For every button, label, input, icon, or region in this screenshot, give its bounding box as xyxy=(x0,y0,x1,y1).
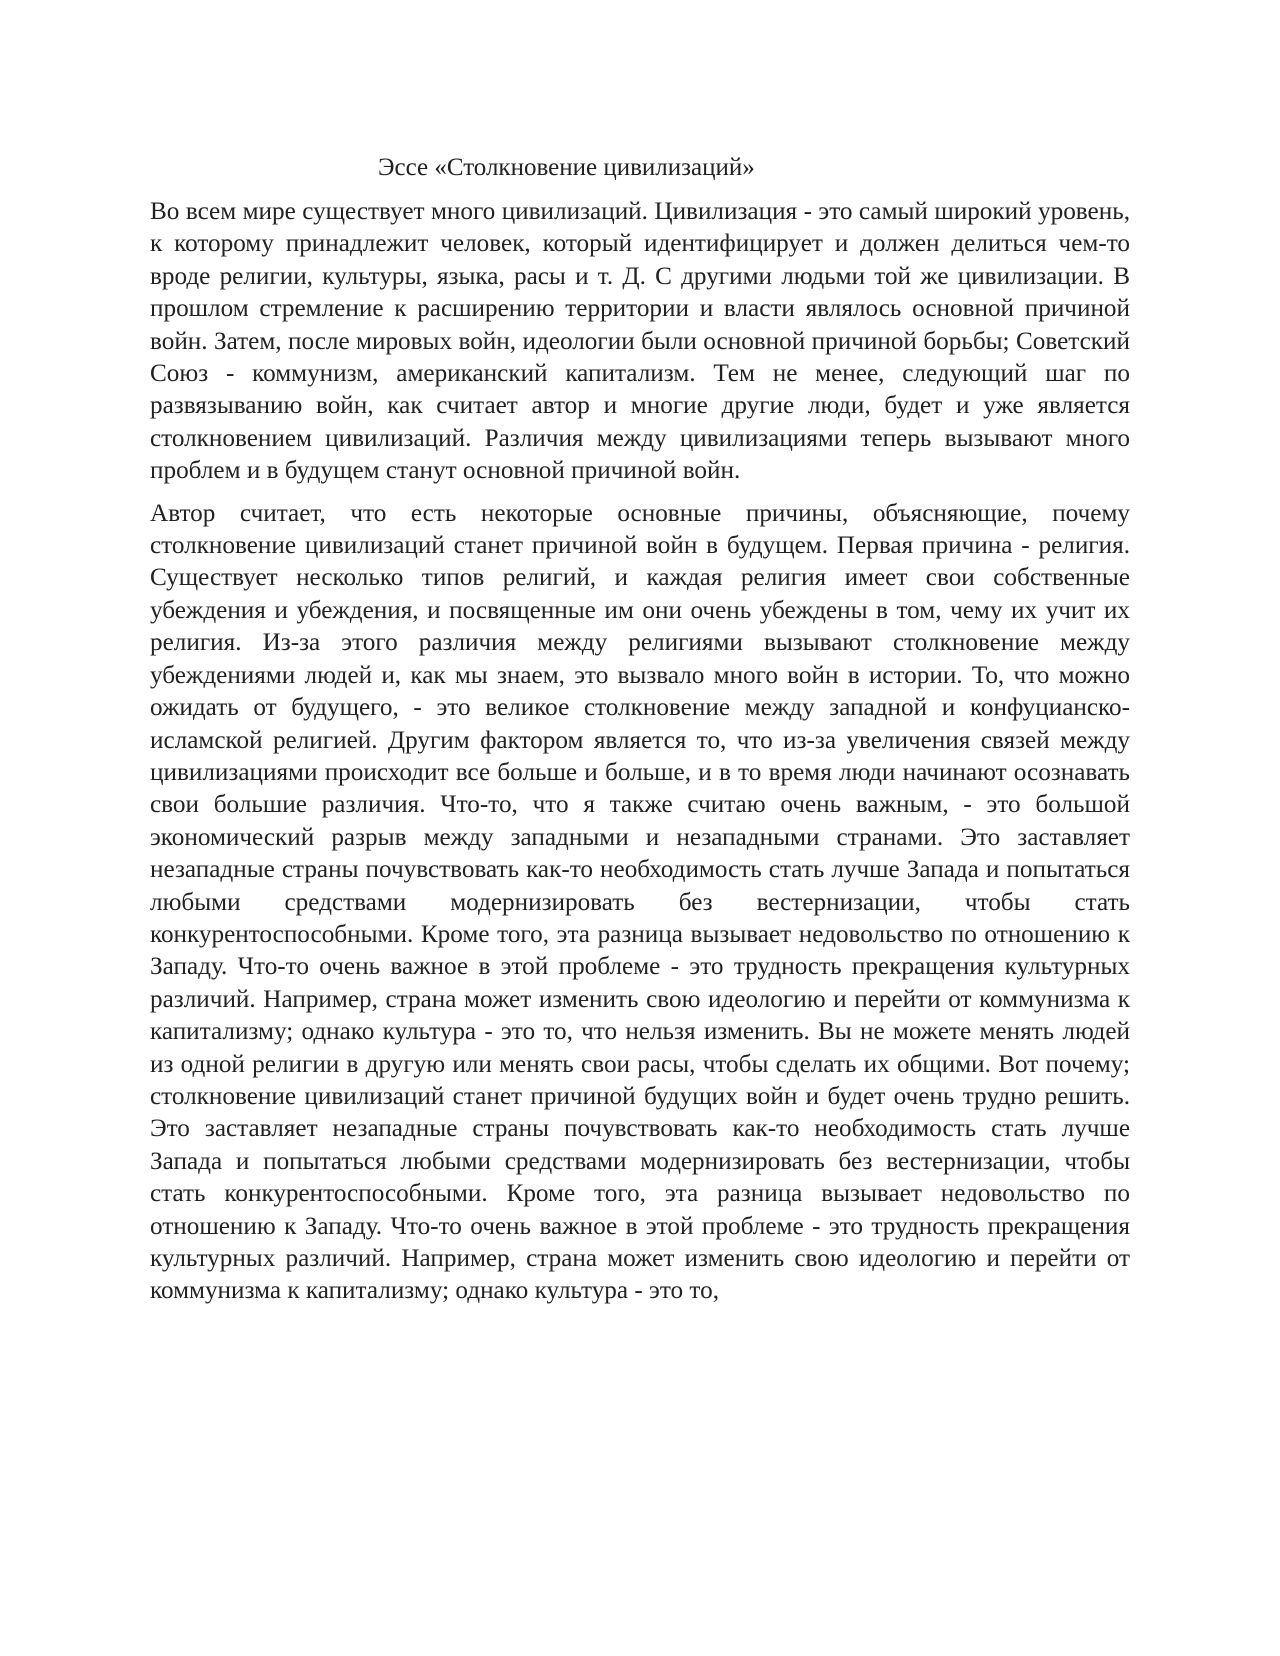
paragraph-2: Автор считает, что есть некоторые основные причины, объясняющие, почему столкновение цивилизаций станет причиной войн в будущем. Первая причина - религия. Существует несколько типов религий, и каждая религия имеет свои собственные убеждения и убеждения, и посвященные им они очень убеждены в том, чему их учит их религия. Из-за этого различия между религиями вызывают столкновение между убеждениями людей и, как мы знаем, это вызвало много войн в истории. То, что можно ожидать от будущего, - это великое столкновение между западной и конфуцианско-исламской религией. Другим фактором является то, что из-за увеличения связей между цивилизациями происходит все больше и больше, и в то время люди начинают осознавать свои большие различия. Что-то, что я также считаю очень важным, - это большой экономический разрыв между западными и незападными странами. Это заставляет незападные страны почувствовать как-то необходимость стать лучше Запада и попытаться любыми средствами модернизировать без вестернизации, чтобы стать конкурентоспособными. Кроме того, эта разница вызывает недовольство по отношению к Западу. Что-то очень важное в этой проблеме - это трудность прекращения культурных различий. Например, страна может изменить свою идеологию и перейти от коммунизма к капитализму; однако культура - это то, что нельзя изменить. Вы не можете менять людей из одной религии в другую или менять свои расы, чтобы сделать их общими. Вот почему; столкновение цивилизаций станет причиной будущих войн и будет очень трудно решить. Это заставляет незападные страны почувствовать как-то необходимость стать лучше Запада и попытаться любыми средствами модернизировать без вестернизации, чтобы стать конкурентоспособными. Кроме того, эта разница вызывает недовольство по отношению к Западу. Что-то очень важное в этой проблеме - это трудность прекращения культурных различий. Например, страна может изменить свою идеологию и перейти от коммунизма к капитализму; однако культура - это то, xyxy=(150,499,1130,1305)
document-body xyxy=(150,148,1130,1318)
essay-title: Эссе «Столкновение цивилизаций» xyxy=(378,154,755,181)
paragraph-1: Во всем мире существует много цивилизаций. Цивилизация - это самый широкий уровень, к которому принадлежит человек, который идентифицирует и должен делиться чем-то вроде религии, культуры, языка, расы и т. Д. С другими людьми той же цивилизации. В прошлом стремление к расширению территории и власти являлось основной причиной войн. Затем, после мировых войн, идеологии были основной причиной борьбы; Советский Союз - коммунизм, американский капитализм. Тем не менее, следующий шаг по развязыванию войн, как считает автор и многие другие люди, будет и уже является столкновением цивилизаций. Различия между цивилизациями теперь вызывают много проблем и в будущем станут основной причиной войн. xyxy=(150,198,1130,485)
